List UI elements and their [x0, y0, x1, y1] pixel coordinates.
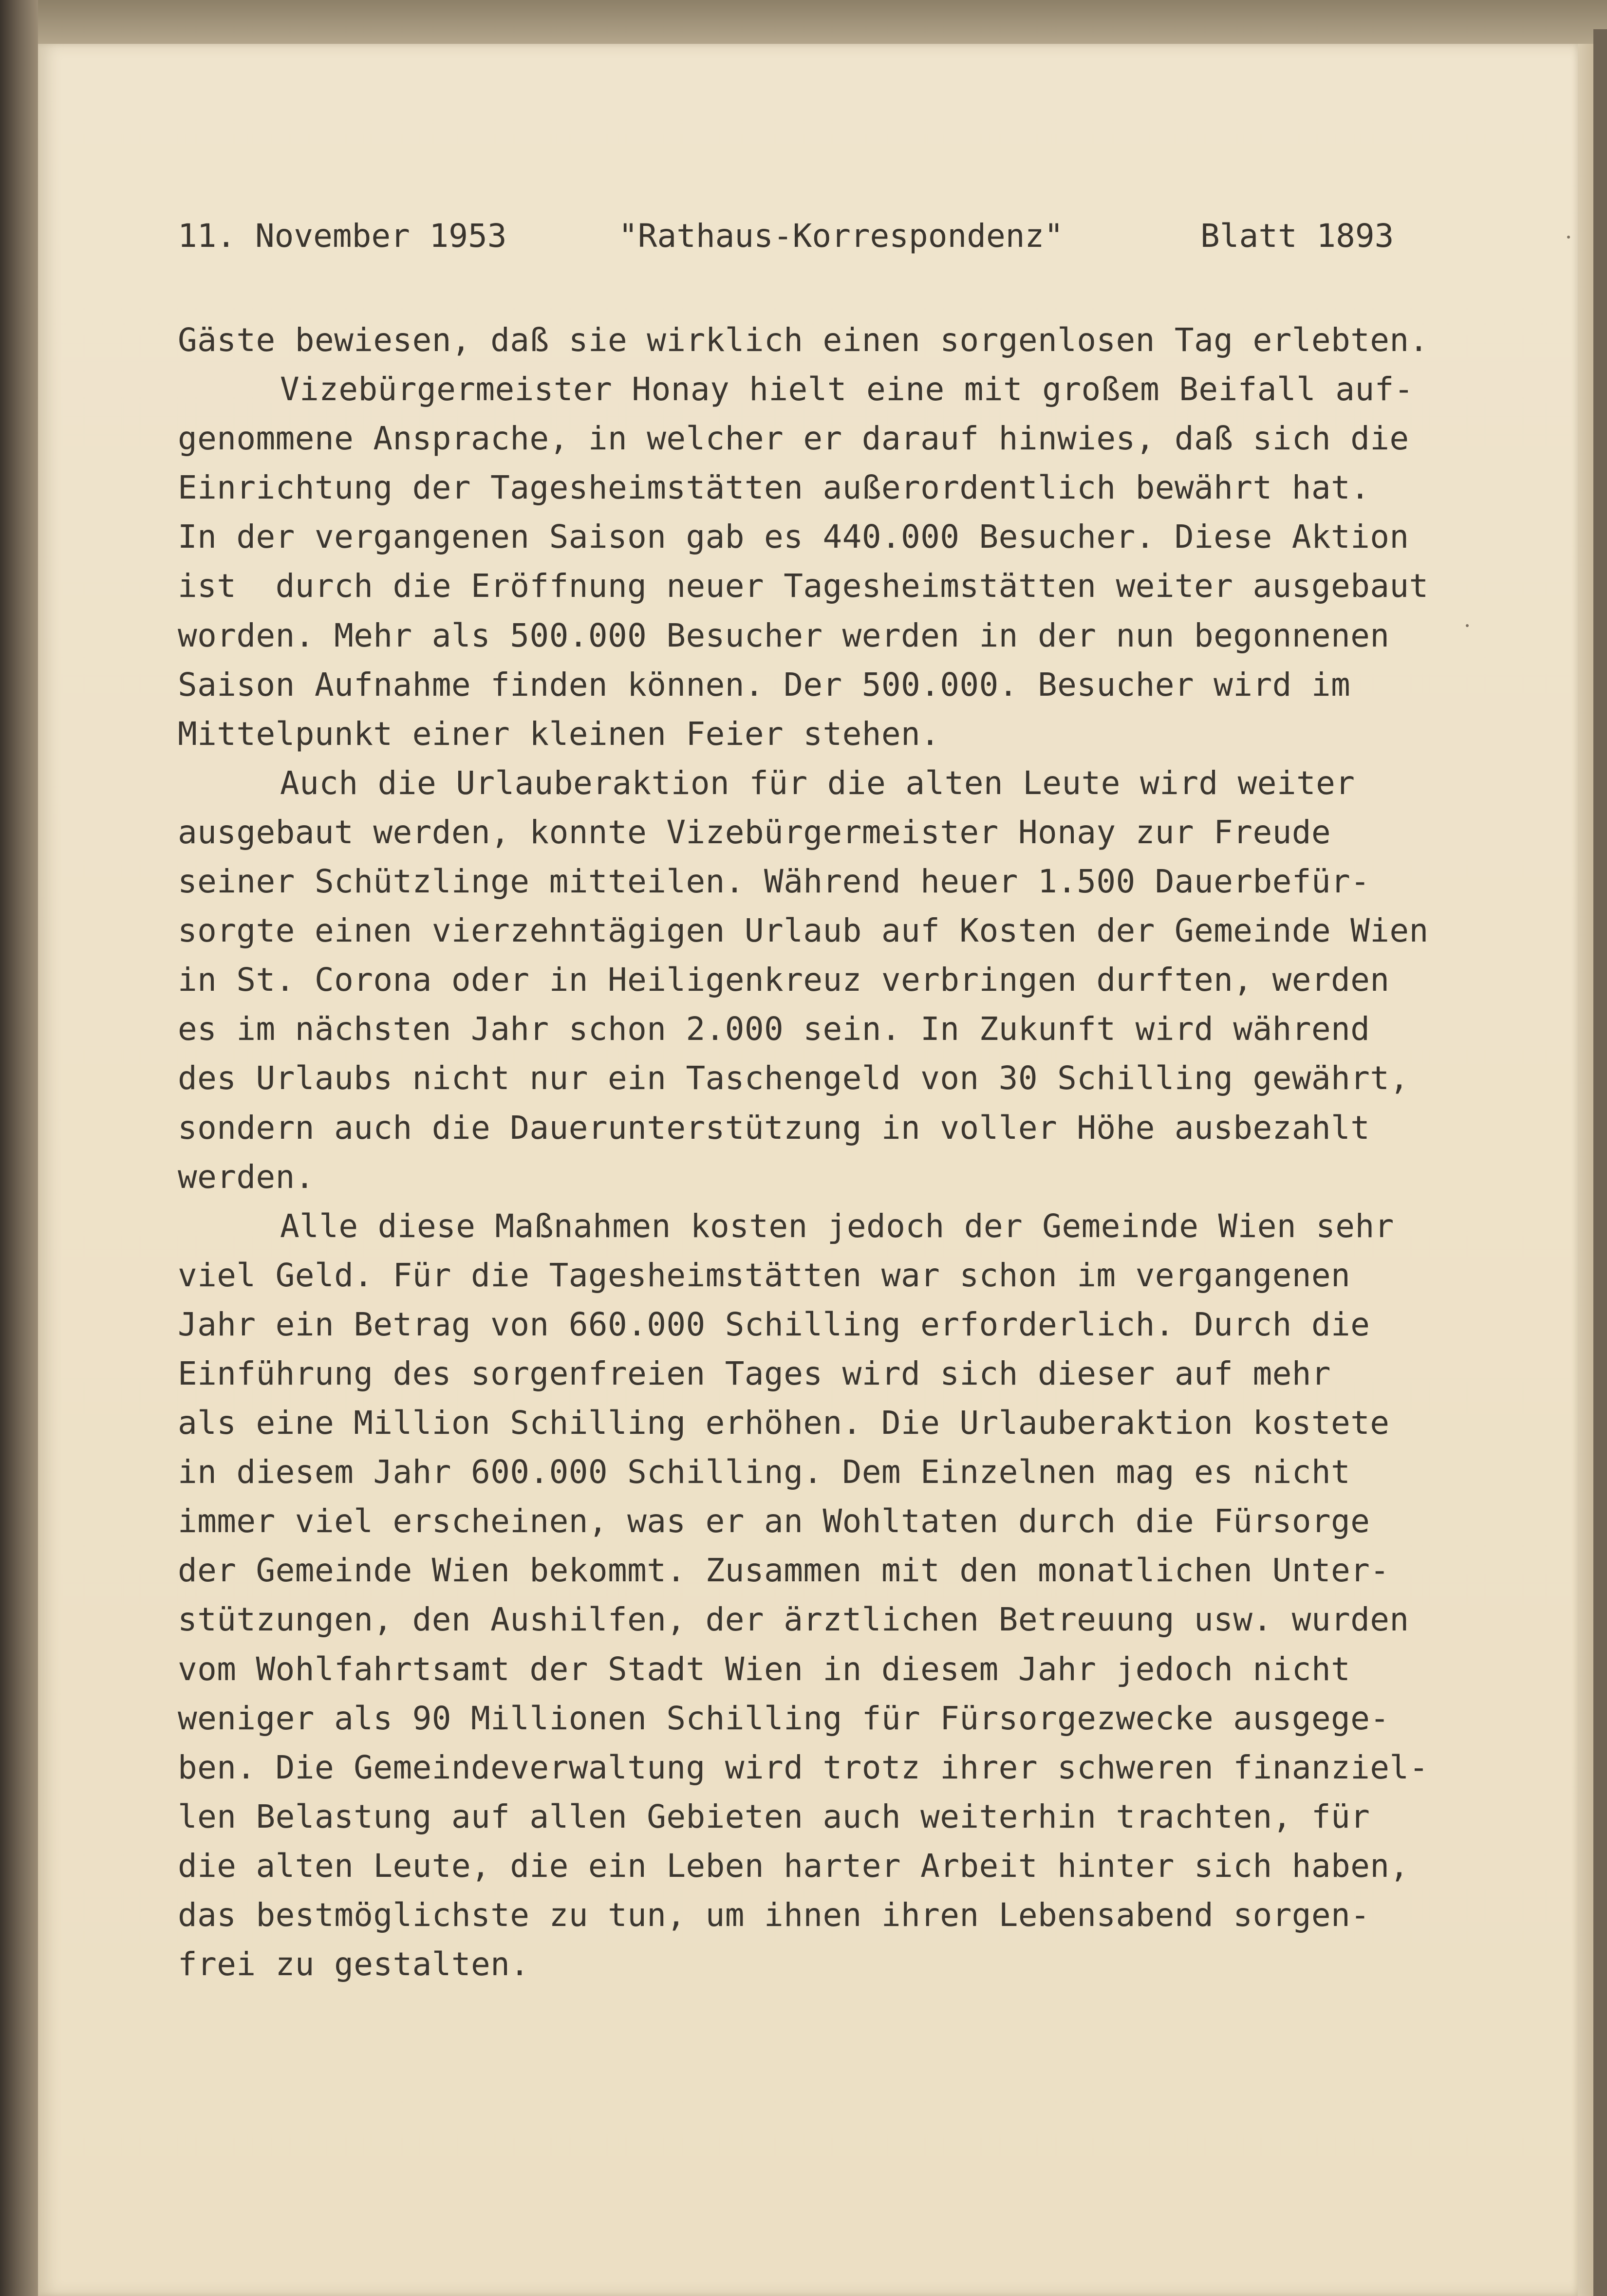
text-line: Jahr ein Betrag von 660.000 Schilling erforderlich. Durch die [178, 1305, 1370, 1343]
text-line: sondern auch die Dauerunterstützung in voller Höhe ausbezahlt [178, 1109, 1370, 1147]
text-line: weniger als 90 Millionen Schilling für Fürsorgezwecke ausgege- [178, 1699, 1390, 1737]
page-header [0, 0, 1607, 255]
header-date: 11. November 1953 [178, 217, 507, 255]
text-line: Einführung des sorgenfreien Tages wird sich dieser auf mehr [178, 1354, 1331, 1392]
text-line: werden. [178, 1158, 315, 1196]
body-text [178, 315, 1493, 1989]
text-line: Vizebürgermeister Honay hielt eine mit großem Beifall auf- [280, 370, 1414, 408]
text-line: Auch die Urlauberaktion für die alten Leute wird weiter [280, 764, 1355, 802]
text-line: in diesem Jahr 600.000 Schilling. Dem Einzelnen mag es nicht [178, 1453, 1351, 1491]
text-line: Saison Aufnahme finden können. Der 500.000. Besucher wird im [178, 666, 1351, 704]
text-line: immer viel erscheinen, was er an Wohltaten durch die Fürsorge [178, 1502, 1370, 1540]
text-line: das bestmöglichste zu tun, um ihnen ihren Lebensabend sorgen- [178, 1896, 1370, 1934]
header-sheet-number: Blatt 1893 [1200, 217, 1394, 255]
text-line: genommene Ansprache, in welcher er darauf hinwies, daß sich die [178, 420, 1409, 458]
paper-speck [1567, 236, 1570, 239]
text-line: der Gemeinde Wien bekommt. Zusammen mit den monatlichen Unter- [178, 1552, 1390, 1590]
text-line: viel Geld. Für die Tagesheimstätten war schon im vergangenen [178, 1256, 1351, 1294]
text-line: sorgte einen vierzehntägigen Urlaub auf Kosten der Gemeinde Wien [178, 912, 1429, 950]
book-cover-edge [1593, 29, 1607, 2296]
text-line: in St. Corona oder in Heiligenkreuz verbringen durften, werden [178, 961, 1390, 999]
text-line: stützungen, den Aushilfen, der ärztlichen Betreuung usw. wurden [178, 1601, 1409, 1639]
text-line: Alle diese Maßnahmen kosten jedoch der Gemeinde Wien sehr [280, 1207, 1394, 1245]
text-line: ist durch die Eröffnung neuer Tagesheimstätten weiter ausgebaut [178, 567, 1429, 605]
text-line: seiner Schützlinge mitteilen. Während heuer 1.500 Dauerbefür- [178, 863, 1370, 901]
text-line: die alten Leute, die ein Leben harter Arbeit hinter sich haben, [178, 1847, 1409, 1885]
book-binding [0, 0, 38, 2296]
text-line: ausgebaut werden, konnte Vizebürgermeister Honay zur Freude [178, 813, 1331, 851]
text-line: es im nächsten Jahr schon 2.000 sein. In Zukunft wird während [178, 1010, 1370, 1048]
text-line: ben. Die Gemeindeverwaltung wird trotz ihrer schweren finanziel- [178, 1748, 1429, 1786]
text-line: frei zu gestalten. [178, 1945, 530, 1983]
text-line: vom Wohlfahrtsamt der Stadt Wien in diesem Jahr jedoch nicht [178, 1650, 1351, 1688]
text-line: len Belastung auf allen Gebieten auch weiterhin trachten, für [178, 1797, 1370, 1835]
text-line: Mittelpunkt einer kleinen Feier stehen. [178, 715, 940, 753]
text-line: als eine Million Schilling erhöhen. Die Urlauberaktion kostete [178, 1404, 1390, 1442]
paper-speck [1466, 624, 1469, 627]
text-line: des Urlaubs nicht nur ein Taschengeld von 30 Schilling gewährt, [178, 1059, 1409, 1097]
text-line: worden. Mehr als 500.000 Besucher werden in der nun begonnenen [178, 616, 1390, 654]
page-right-edge [1578, 44, 1593, 2296]
text-line: In der vergangenen Saison gab es 440.000 Besucher. Diese Aktion [178, 518, 1409, 556]
header-publication: "Rathaus-Korrespondenz" [618, 217, 1064, 255]
text-line: Einrichtung der Tagesheimstätten außerordentlich bewährt hat. [178, 469, 1370, 507]
text-line: Gäste bewiesen, daß sie wirklich einen sorgenlosen Tag erlebten. [178, 321, 1429, 359]
